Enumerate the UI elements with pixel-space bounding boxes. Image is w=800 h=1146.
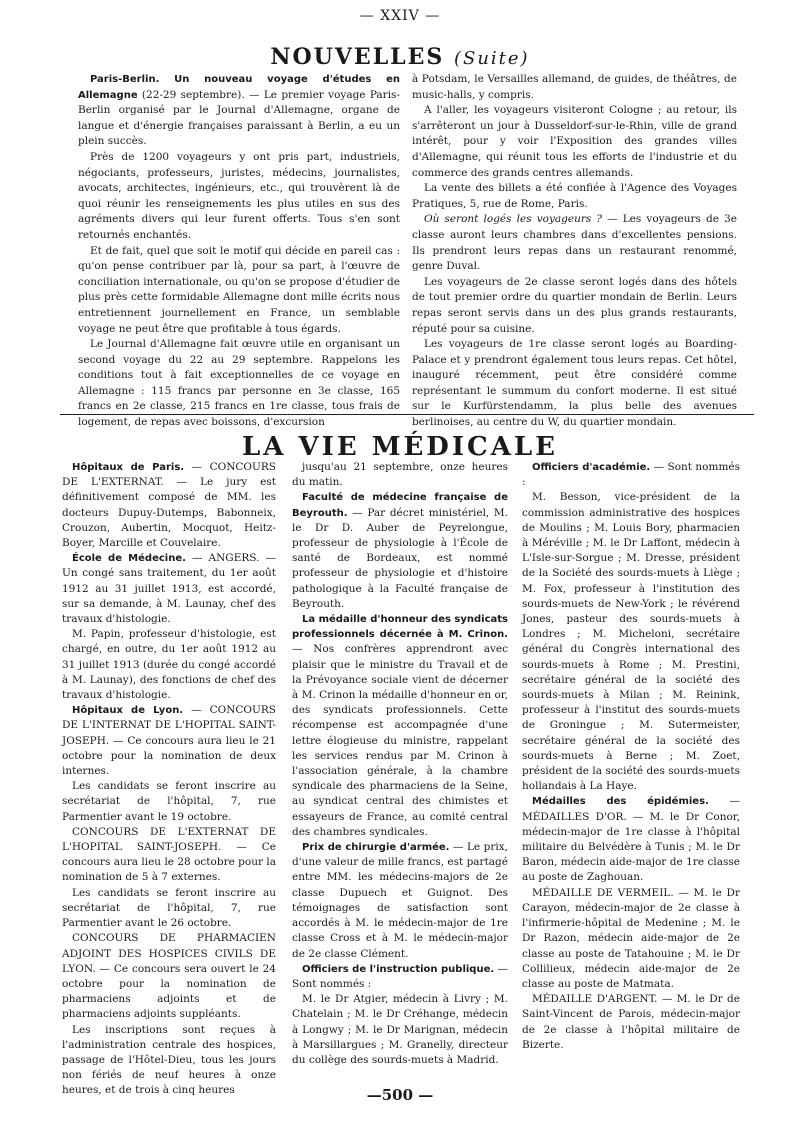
paragraph-text: Les candidats se feront inscrire au secrétariat de l'hôpital, 7, rue Parmentier avant le 19 octobre. <box>62 780 276 823</box>
paragraph-text: — Les voyageurs de 3e classe auront leurs chambres dans d'excellentes pensions. Ils prendront leurs repas dans un restaurant renommé, genre Duval. <box>412 213 737 273</box>
paragraph-text: Et de fait, quel que soit le motif qui décide en pareil cas : qu'on pense contribuer par là, pour sa part, à l'œuvre de conciliation internationale, ou qu'on se propose d'étudier de plus près cette formidable Allemagne dont mille écrits nous entretiennent journellement en France, un semblable voyage ne peut être que profitable à tous égards. <box>78 244 400 335</box>
vie-medicale-column-1 <box>62 460 276 1099</box>
section-divider <box>60 414 754 415</box>
paragraph <box>78 72 400 150</box>
paragraph <box>412 103 737 181</box>
vie-medicale-column-2 <box>292 460 508 1068</box>
paragraph-italic-lead: Où seront logés les voyageurs ? <box>424 213 602 226</box>
paragraph-text: CONCOURS DE PHARMACIEN ADJOINT DES HOSPICES CIVILS DE LYON. — Ce concours sera ouvert le 24 octobre pour la nomination de pharmaciens adjoints et de pharmaciens adjoints suppléants. <box>62 932 276 1021</box>
paragraph-text: — CONCOURS DE L'EXTERNAT. — Le jury est définitivement composé de MM. les docteurs Dupuy-Dutemps, Babonneix, Crouzon, Aubertin, Mocquot, Heitz-Boyer, Marcille et Couvelaire. <box>62 461 276 550</box>
paragraph <box>62 886 276 932</box>
paragraph <box>78 244 400 338</box>
title-main: NOUVELLES <box>270 44 445 70</box>
paragraph <box>292 992 508 1068</box>
paragraph <box>522 490 740 794</box>
paragraph-text: — ANGERS. — Un congé sans traitement, du 1er août 1912 au 31 juillet 1913, est accordé, sur sa demande, à M. Launay, chef des travaux d'histologie. <box>62 552 276 626</box>
paragraph <box>78 337 400 431</box>
section-title-vie-medicale: LA VIE MÉDICALE <box>242 432 558 462</box>
paragraph-text: — Nos confrères apprendront avec plaisir que le ministre du Travail et de la Prévoyance sociale vient de décerner à M. Crinon la médaille d'honneur en or, des syndicats professionnels. Cette récompense est accompagnée d'une lettre élogieuse du ministre, rappelant les services rendus par M. Crinon à l'association générale, à la chambre syndicale des pharmaciens de la Seine, au syndicat central des chimistes et essayeurs de France, au comité central des chambres syndicales. <box>292 643 508 838</box>
paragraph <box>292 490 508 612</box>
paragraph-text: Les inscriptions sont reçues à l'administration centrale des hospices, passage de l'Hôtel-Dieu, tous les jours non fériés de neuf heures à onze heures, et de trois à cinq heures <box>62 1023 276 1097</box>
paragraph-heading: Médailles des épidémies. <box>532 796 709 808</box>
paragraph <box>292 962 508 992</box>
paragraph-heading: Prix de chirurgie d'armée. <box>302 842 450 854</box>
paragraph-text: CONCOURS DE L'EXTERNAT DE L'HOPITAL SAINT-JOSEPH. — Ce concours aura lieu le 28 octobre pour la nomination de 5 à 7 externes. <box>62 825 276 884</box>
paragraph-text: — CONCOURS DE L'INTERNAT DE L'HOPITAL SAINT-JOSEPH. — Ce concours aura lieu le 21 octobre pour la nomination de deux internes. <box>62 704 276 778</box>
paragraph-text: MÉDAILLE D'ARGENT. — M. le Dr de Saint-Vincent de Parois, médecin-major de 2e classe à l'hôpital militaire de Bizerte. <box>522 993 740 1051</box>
section-title-nouvelles <box>0 44 800 70</box>
title-suite: (Suite) <box>453 48 530 69</box>
paragraph-text: A l'aller, les voyageurs visiteront Cologne ; au retour, ils s'arrêteront un jour à Dusseldorf-sur-le-Rhin, ville de grand intérêt, pour y voir l'Exposition des grandes villes d'Allemagne, qui réunit tous les efforts de l'industrie et du commerce des grands centres allemands. <box>412 104 737 179</box>
paragraph <box>522 460 740 490</box>
paragraph-text: M. le Dr Atgier, médecin à Livry ; M. Chatelain ; M. le Dr Créhange, médecin à Longwy ; M. le Dr Marignan, médecin à Marsillargues ; M. Granelly, directeur du collège des sourds-muets à Madrid. <box>292 993 508 1066</box>
paragraph <box>62 551 276 627</box>
paragraph <box>62 703 276 779</box>
paragraph-heading: Hôpitaux de Paris. <box>72 462 185 473</box>
paragraph <box>522 886 740 992</box>
paragraph <box>62 779 276 825</box>
nouvelles-column-left <box>78 72 400 431</box>
paragraph-text: La vente des billets a été confiée à l'Agence des Voyages Pratiques, 5, rue de Rome, Paris. <box>412 182 737 210</box>
paragraph-text: — Sont nommés : <box>522 461 741 489</box>
paragraph-heading: Hôpitaux de Lyon. <box>72 705 184 717</box>
nouvelles-column-right <box>412 72 737 431</box>
paragraph <box>412 275 737 337</box>
paragraph <box>62 627 276 703</box>
paragraph-text: — Par décret ministériel, M. le Dr D. Auber de Peyrelongue, professeur de physiologie à l'École de santé de Bordeaux, est nommé professeur de physiologie et d'histoire pathologique à la Faculté française de Beyrouth. <box>292 506 508 610</box>
paragraph-heading: La médaille d'honneur des syndicats professionnels décernée à M. Crinon. <box>292 614 508 641</box>
paragraph <box>62 931 276 1022</box>
paragraph-heading: École de Médecine. <box>72 553 186 565</box>
paragraph <box>412 72 737 103</box>
paragraph-text: Les voyageurs de 1re classe seront logés au Boarding-Palace et y prendront également tous leurs repas. Cet hôtel, inauguré récemment, peut être considéré comme représentant le summum du confort moderne. Il est situé sur le Kurfürstendamm, la plus belle des avenues berlinoises, au centre du W, du quartier mondain. <box>412 338 737 429</box>
vie-medicale-column-3 <box>522 460 740 1053</box>
paragraph <box>292 840 508 962</box>
paragraph-text: Les voyageurs de 2e classe seront logés dans des hôtels de tout premier ordre du quartier mondain de Berlin. Leurs repas seront servis dans un des plus grands restaurants, réputé pour sa cuisine. <box>412 275 737 335</box>
paragraph <box>292 460 508 490</box>
paragraph <box>62 825 276 886</box>
paragraph-text: Les candidats se feront inscrire au secrétariat de l'hôpital, 7, rue Parmentier avant le 26 octobre. <box>62 886 276 930</box>
paragraph-text: — MÉDAILLES D'OR. — M. le Dr Conor, médecin-major de 1re classe à l'hôpital militaire du Belvédère à Tunis ; M. le Dr Baron, médecin aide-major de 1re classe au poste de Zaghouan. <box>522 795 740 884</box>
paragraph-heading: Faculté de médecine française de Beyrouth. <box>292 492 508 519</box>
paragraph-text: Près de 1200 voyageurs y ont pris part, industriels, négociants, professeurs, juristes, médecins, journalistes, avocats, architectes, ingénieurs, etc., qui trouvèrent là de quoi réunir les renseignements les plus utiles en sus des agréments divers qui leur furent offerts. Tous s'en sont retournés enchantés. <box>78 150 400 241</box>
paragraph-text: MÉDAILLE DE VERMEIL. — M. le Dr Carayon, médecin-major de 2e classe à l'infirmerie-hôpital de Medenine ; M. le Dr Razon, médecin aide-major de 2e classe au poste de Tatahouine ; M. le Dr Collilieux, médecin aide-major de 2e classe au poste de Matmata. <box>522 886 740 990</box>
paragraph-heading: Officiers d'académie. <box>532 462 651 473</box>
page-number: —500 — <box>366 1086 434 1104</box>
paragraph-text: jusqu'au 21 septembre, onze heures du matin. <box>292 461 508 489</box>
paragraph <box>412 337 737 431</box>
paragraph <box>522 794 740 885</box>
paragraph-text: — Le prix, d'une valeur de mille francs, est partagé entre MM. les médecins-majors de 2e classe Dupuech et Guignot. Des témoignages de satisfaction sont accordés à M. le médecin-major de 1re classe Cross et à M. le médecin-major de 2e classe Clément. <box>292 841 508 960</box>
folio: — XXIV — <box>359 8 441 24</box>
paragraph-text: à Potsdam, le Versailles allemand, de guides, de théâtres, de music-halls, y compris. <box>412 73 737 101</box>
paragraph <box>292 612 508 840</box>
paragraph <box>412 212 737 274</box>
paragraph-text: (22-29 septembre). — Le premier voyage Paris-Berlin organisé par le Journal d'Allemagne, organe de langue et d'énergie françaises paraissant à Berlin, a eu un plein succès. <box>78 88 400 148</box>
paragraph-text: M. Papin, professeur d'histologie, est chargé, en outre, du 1er août 1912 au 31 juillet 1913 (durée du congé accordé à M. Launay), des fonctions de chef des travaux d'histologie. <box>62 628 276 702</box>
paragraph-heading: Paris-Berlin. Un nouveau voyage d'études en Allemagne <box>78 74 400 101</box>
paragraph-heading: Officiers de l'instruction publique. <box>302 963 495 975</box>
paragraph <box>522 992 740 1053</box>
paragraph-text: M. Besson, vice-président de la commission administrative des hospices de Moulins ; M. Louis Bory, pharmacien à Méréville ; M. le Dr Laffont, médecin à L'Isle-sur-Sorgue ; M. Dresse, président de la Société des sourds-muets à Liège ; M. Fox, professeur à l'institution des sourds-muets de New-York ; le révérend Jones, pasteur des sourds-muets à Londres ; M. Micheloni, secrétaire général du Congrès international des sourds-muets à Rome ; M. Prestini, secrétaire général de la société des sourds-muets à Milan ; M. Reinink, professeur à l'institut des sourds-muets de Groningue ; M. Sutermeister, secrétaire général de la société des sourds-muets à Berne ; M. Zoet, président de la société des sourds-muets hollandais à La Haye. <box>522 491 740 793</box>
paragraph <box>412 181 737 212</box>
paragraph-text: — Sont nommés : <box>292 962 508 990</box>
paragraph-text: Le Journal d'Allemagne fait œuvre utile en organisant un second voyage du 22 au 29 septembre. Rappelons les conditions tout à fait exceptionnelles de ce voyage en Allemagne : 115 francs par personne en 3e classe, 165 francs en 2e classe, 215 francs en 1re classe, tous frais de logement, de repas avec boissons, d'excursion <box>78 338 400 429</box>
paragraph <box>78 150 400 244</box>
paragraph <box>62 460 276 551</box>
